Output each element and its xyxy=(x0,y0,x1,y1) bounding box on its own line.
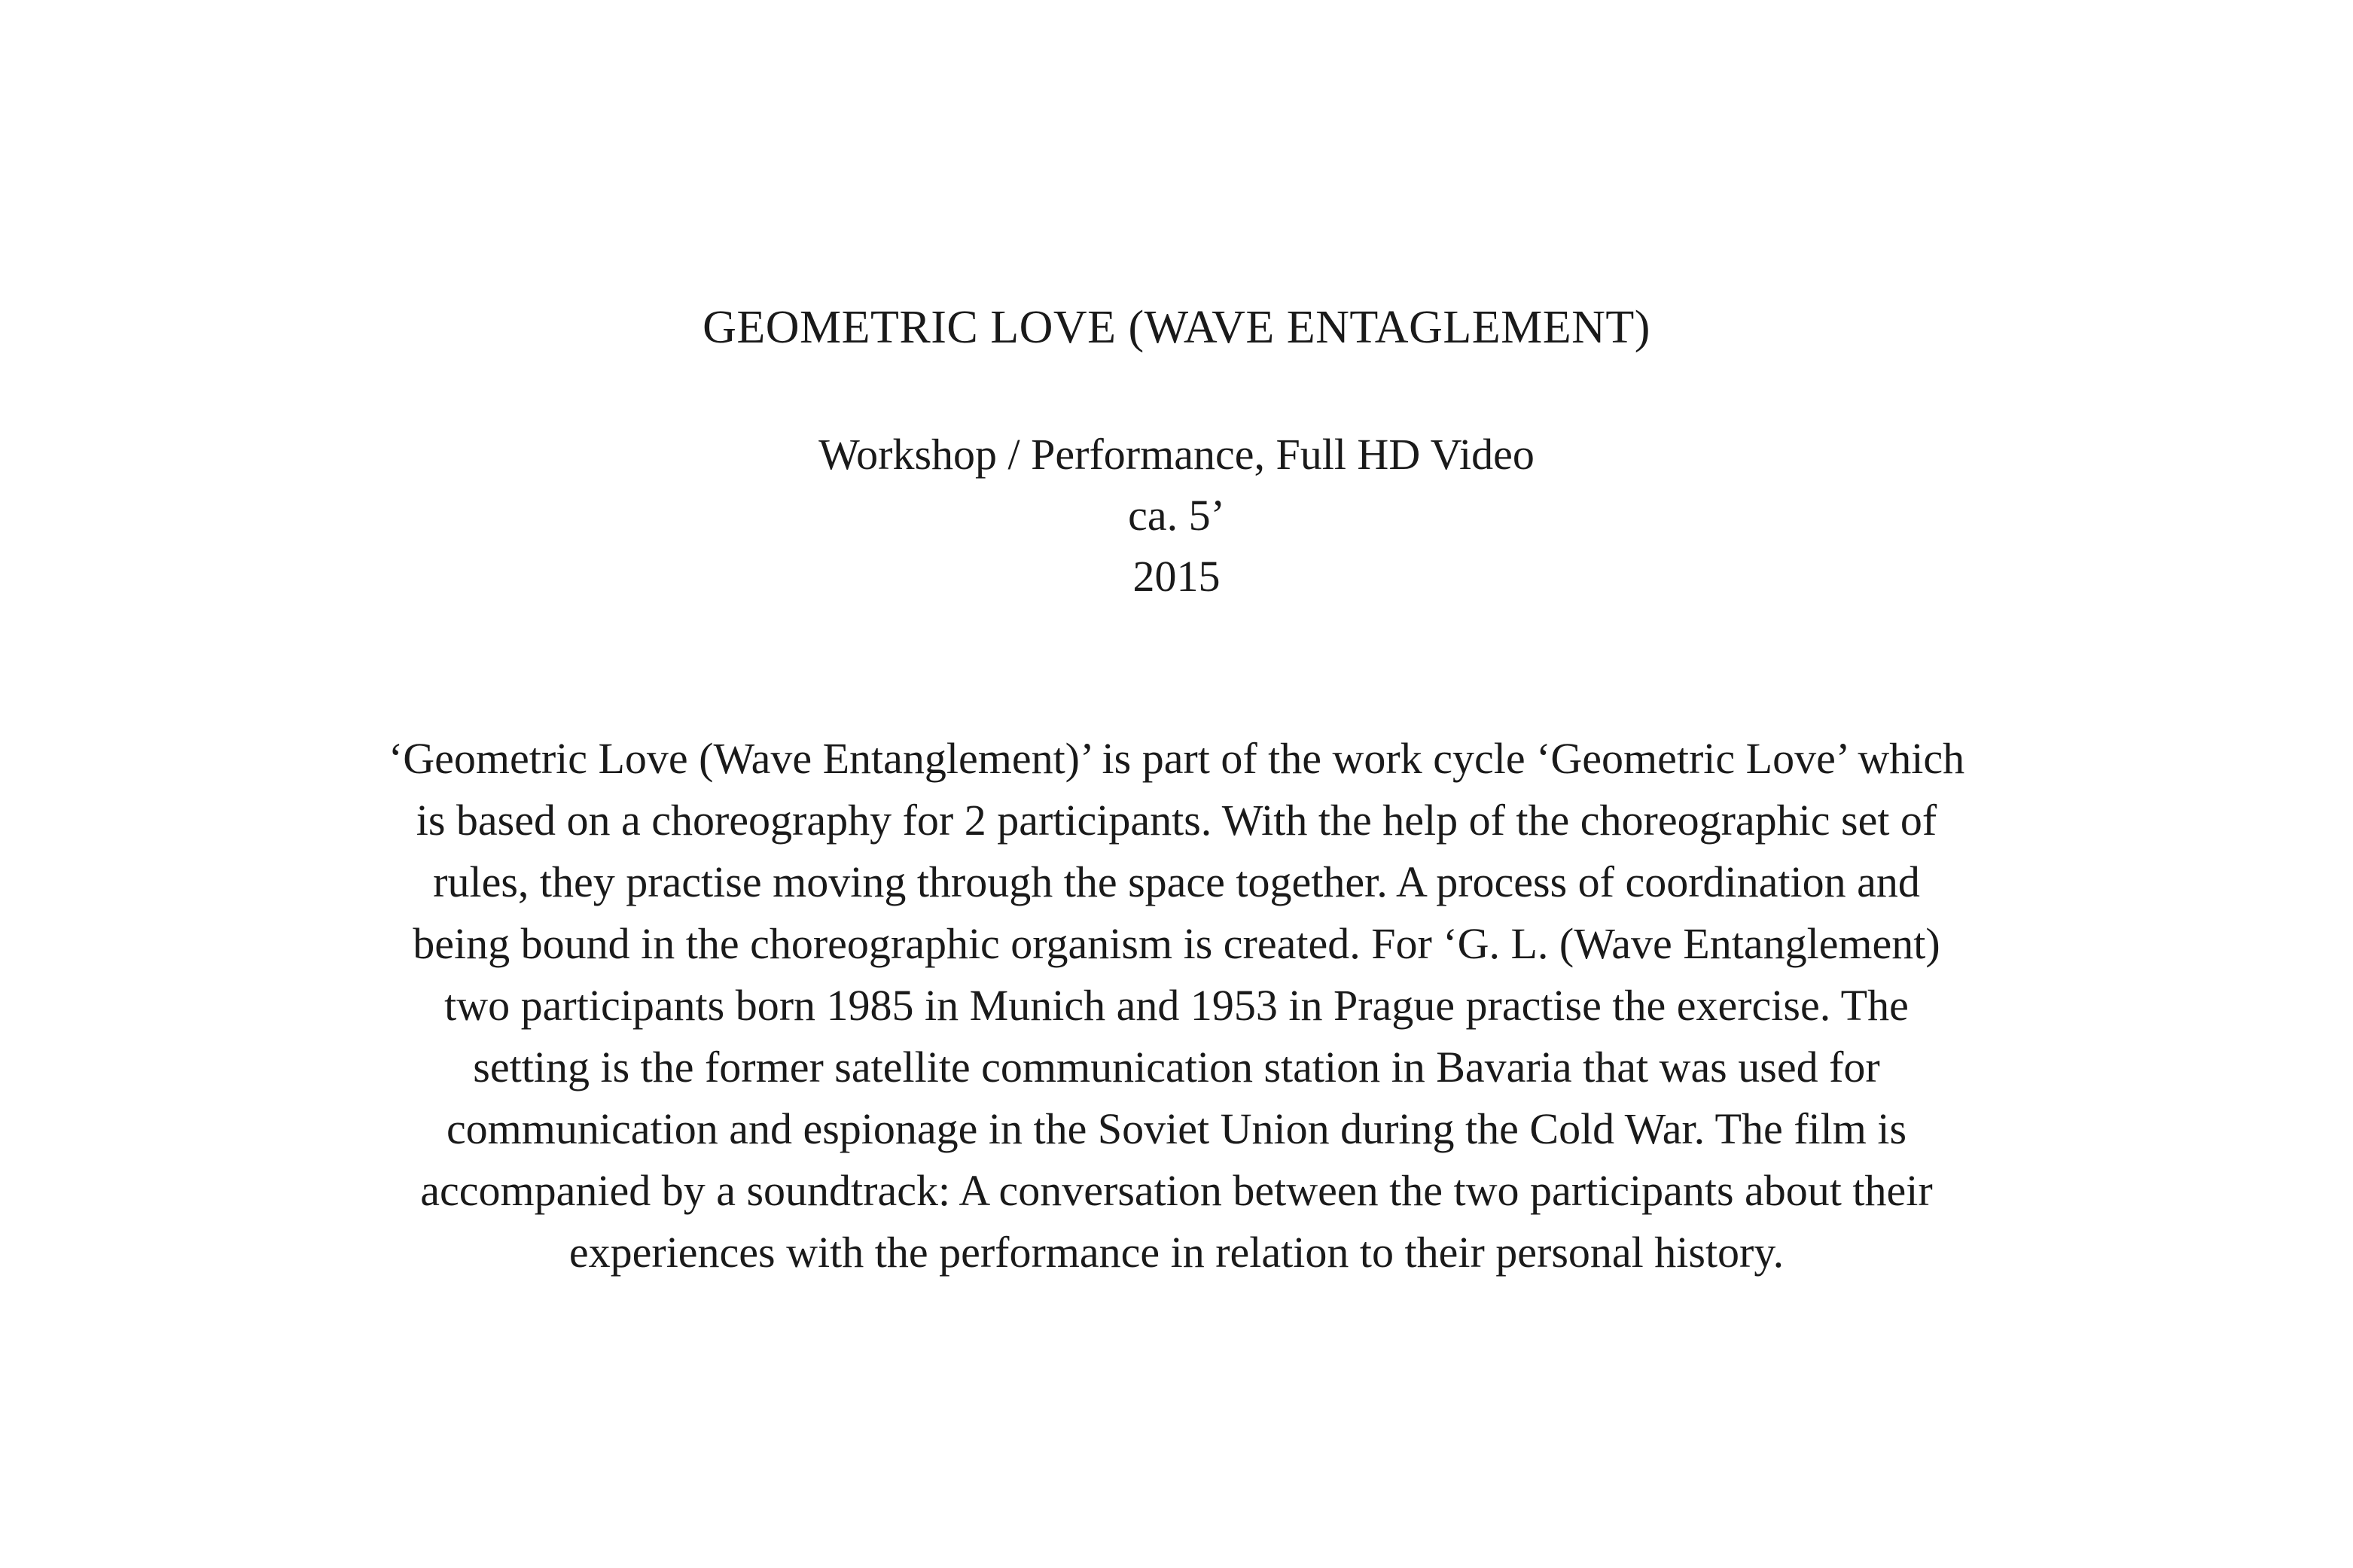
description-line: being bound in the choreographic organism is created. For ‘G. L. (Wave Entanglement) xyxy=(413,919,1940,968)
description-line: communication and espionage in the Soviet Union during the Cold War. The film is xyxy=(446,1104,1907,1153)
work-title: GEOMETRIC LOVE (WAVE ENTAGLEMENT) xyxy=(703,302,1650,353)
description-line: setting is the former satellite communication station in Bavaria that was used for xyxy=(473,1043,1880,1092)
description-line: rules, they practise moving through the space together. A process of coordination and xyxy=(433,857,1920,906)
description-line: two participants born 1985 in Munich and 1953 in Prague practise the exercise. The xyxy=(444,981,1909,1030)
description-line: accompanied by a soundtrack: A conversation between the two participants about their xyxy=(420,1166,1933,1215)
description-line: experiences with the performance in relation to their personal history. xyxy=(568,1228,1785,1277)
work-description xyxy=(316,728,2037,1283)
description-line: ‘Geometric Love (Wave Entanglement)’ is part of the work cycle ‘Geometric Love’ which xyxy=(388,734,1965,783)
work-year: 2015 xyxy=(1132,552,1221,601)
description-line: is based on a choreography for 2 participants. With the help of the choreographic set of xyxy=(416,796,1937,845)
work-duration: ca. 5’ xyxy=(1128,491,1225,540)
work-meta xyxy=(0,424,2353,607)
work-medium: Workshop / Performance, Full HD Video xyxy=(818,430,1535,479)
